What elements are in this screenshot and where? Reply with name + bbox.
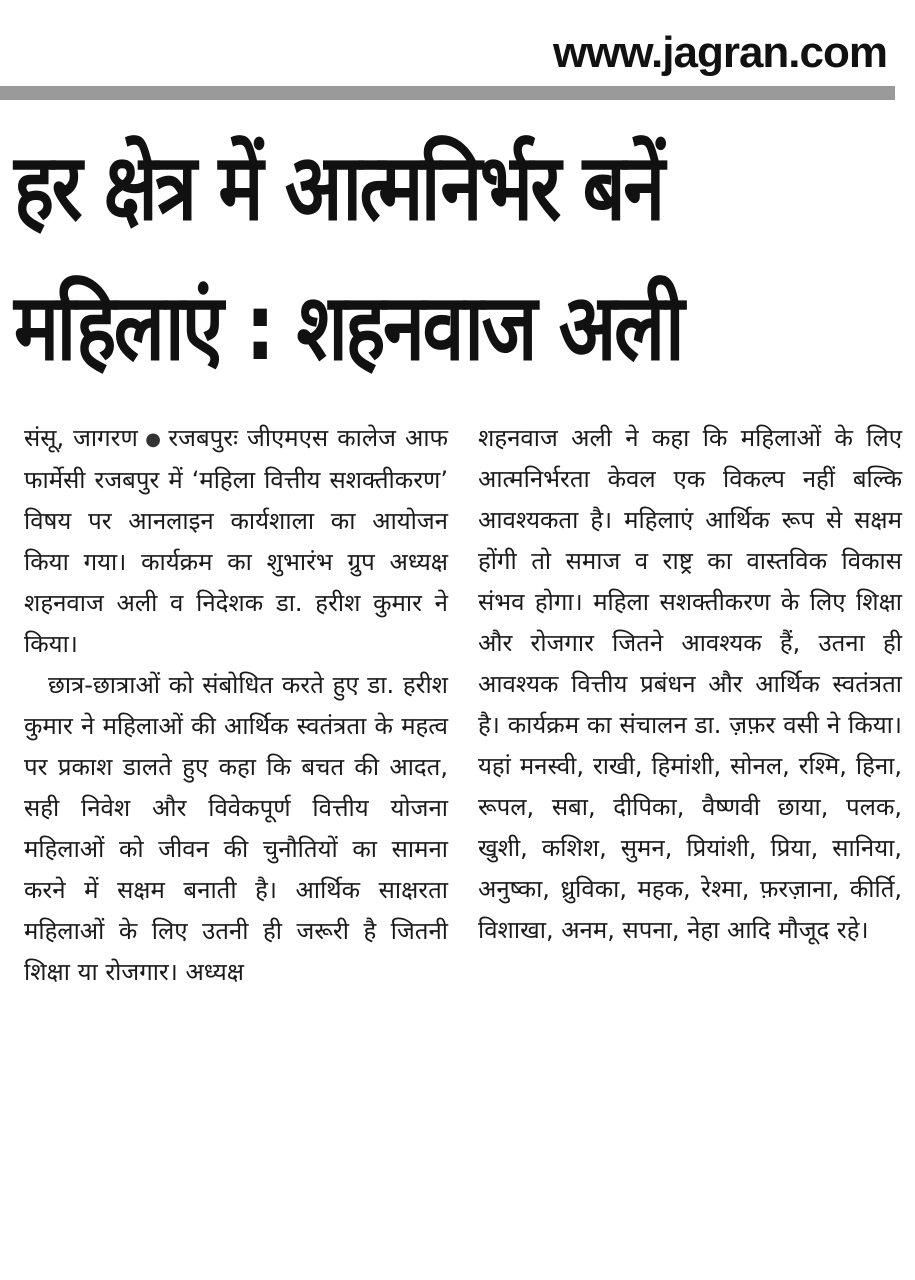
article-paragraph-2: छात्र-छात्राओं को संबोधित करते हुए डा. हरीश कुमार ने महिलाओं की आर्थिक स्वतंत्रता के महत्व पर प्रकाश डालते हुए कहा कि बचत की आदत, सही निवेश और विवेकपूर्ण वित्तीय योजना महिलाओं को जीवन की चुनौतियों का सामना करने में सक्षम बनाती है। आर्थिक साक्षरता महिलाओं के लिए उतनी ही जरूरी है जितनी शिक्षा या रोजगार। अध्यक्ष xyxy=(24,670,448,986)
byline-source: संसू, जागरण xyxy=(24,424,138,452)
paragraph-text: जीएमएस कालेज आफ फार्मेसी रजबपुर में ‘महिला वित्तीय सशक्तीकरण’ विषय पर आनलाइन कार्यशाला का आयोजन किया गया। कार्यक्रम का शुभारंभ ग्रुप अध्यक्ष शहनवाज अली व निदेशक डा. हरीश कुमार ने किया। xyxy=(24,424,448,658)
article-paragraph-1 xyxy=(24,418,448,665)
headline xyxy=(14,118,736,398)
article-column-right xyxy=(478,418,902,951)
article-column-left xyxy=(24,418,448,993)
headline-line-2: महिलाएं : शहनवाज अली xyxy=(14,274,683,381)
header-divider xyxy=(0,86,895,100)
byline-separator: ● xyxy=(143,428,163,450)
byline-place: रजबपुरः xyxy=(168,424,238,452)
site-url: www.jagran.com xyxy=(552,28,887,77)
headline-line-1: हर क्षेत्र में आत्मनिर्भर बनें xyxy=(14,134,663,241)
article-paragraph-3: शहनवाज अली ने कहा कि महिलाओं के लिए आत्मनिर्भरता केवल एक विकल्प नहीं बल्कि आवश्यकता है। महिलाएं आर्थिक रूप से सक्षम होंगी तो समाज व राष्ट्र का वास्तविक विकास संभव होगा। महिला सशक्तीकरण के लिए शिक्षा और रोजगार जितने आवश्यक हैं, उतना ही आवश्यक वित्तीय प्रबंधन और आर्थिक स्वतंत्रता है। कार्यक्रम का संचालन डा. ज़फ़र वसी ने किया। यहां मनस्वी, राखी, हिमांशी, सोनल, रश्मि, हिना, रूपल, सबा, दीपिका, वैष्णवी छाया, पलक, खुशी, कशिश, सुमन, प्रियांशी, प्रिया, सानिया, अनुष्का, ध्रुविका, महक, रेश्मा, फ़रज़ाना, कीर्ति, विशाखा, अनम, सपना, नेहा आदि मौजूद रहे। xyxy=(478,424,902,944)
